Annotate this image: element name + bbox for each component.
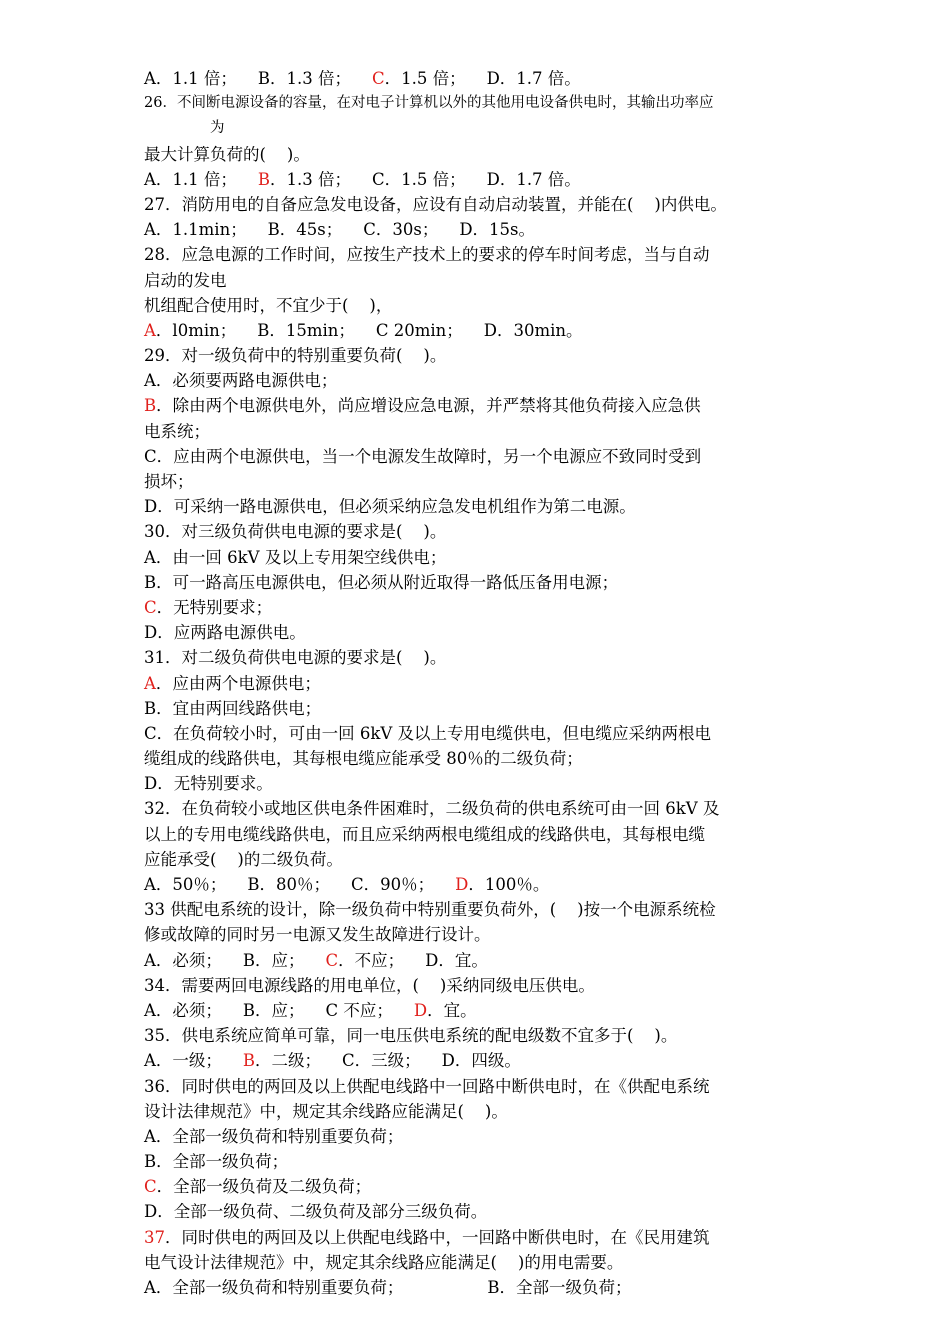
text-line bbox=[144, 771, 824, 796]
text-line bbox=[144, 293, 824, 318]
text-line bbox=[144, 822, 824, 847]
text-segment: ．应由两个电源供电； bbox=[155, 673, 321, 693]
text-segment: B．全部一级负荷； bbox=[144, 1152, 289, 1172]
text-line bbox=[144, 847, 824, 872]
text-segment: 33 供配电系统的设计，除一级负荷中特别重要负荷外，( )按一个电源系统检 bbox=[144, 900, 716, 920]
text-segment: ．同时供电的两回及以上供配电线路中，一回路中断供电时，在《民用建筑 bbox=[165, 1227, 710, 1247]
text-line bbox=[144, 1023, 824, 1048]
text-segment: ．宜。 bbox=[427, 1000, 477, 1020]
text-segment: 机组配合使用时，不宜少于( )， bbox=[144, 295, 393, 315]
text-line bbox=[144, 796, 824, 821]
text-segment: 32．在负荷较小或地区供电条件困难时，二级负荷的供电系统可由一回 6kV 及 bbox=[144, 799, 720, 819]
text-segment: B．可一路高压电源供电，但必须从附近取得一路低压备用电源； bbox=[144, 572, 619, 592]
text-line bbox=[144, 948, 824, 973]
text-line bbox=[144, 91, 824, 116]
text-line bbox=[144, 1174, 824, 1199]
text-line bbox=[144, 721, 824, 746]
text-segment: D．可采纳一路电源供电，但必须采纳应急发电机组作为第二电源。 bbox=[144, 497, 636, 517]
text-line bbox=[144, 167, 824, 192]
text-segment: C．在负荷较小时，可由一回 6kV 及以上专用电缆供电，但电缆应采纳两根电 bbox=[144, 723, 712, 743]
text-line bbox=[144, 545, 824, 570]
text-line bbox=[144, 343, 824, 368]
answer-marker: D bbox=[413, 1000, 428, 1020]
answer-marker: C bbox=[371, 69, 385, 88]
text-segment: 31．对二级负荷供电电源的要求是( )。 bbox=[144, 648, 447, 668]
text-line bbox=[144, 671, 824, 696]
text-line bbox=[144, 469, 824, 494]
text-segment: 为 bbox=[210, 120, 225, 137]
text-line bbox=[144, 368, 824, 393]
text-segment: D．应两路电源供电。 bbox=[144, 623, 306, 643]
text-line bbox=[144, 217, 824, 242]
text-segment: 27．消防用电的自备应急发电设备，应设有自动启动装置，并能在( )内供电。 bbox=[144, 194, 727, 214]
text-line bbox=[144, 1225, 824, 1250]
text-segment: ．1.5 倍； D．1.7 倍。 bbox=[384, 69, 581, 88]
text-line bbox=[144, 242, 824, 267]
text-segment: A．1.1min； B．45s； C．30s； D．15s。 bbox=[144, 220, 536, 240]
text-line bbox=[144, 620, 824, 645]
text-segment: A．1.1 倍； B．1.3 倍； bbox=[144, 69, 372, 88]
text-line bbox=[144, 1250, 824, 1275]
text-line bbox=[144, 268, 824, 293]
text-line bbox=[144, 66, 824, 91]
text-segment: C．应由两个电源供电，当一个电源发生故障时，另一个电源应不致同时受到 bbox=[144, 446, 702, 466]
text-segment: 损坏； bbox=[144, 472, 194, 491]
text-segment: A．必须； B．应； bbox=[144, 950, 326, 970]
text-segment: 35．供电系统应简单可靠，同一电压供电系统的配电级数不宜多于( )。 bbox=[144, 1026, 678, 1046]
text-segment: ．1.3 倍； C．1.5 倍； D．1.7 倍。 bbox=[270, 169, 581, 189]
answer-marker: B bbox=[144, 396, 157, 416]
text-segment: ．除由两个电源供电外，尚应增设应急电源，并严禁将其他负荷接入应急供 bbox=[156, 396, 701, 416]
text-segment: A．由一回 6kV 及以上专用架空线供电； bbox=[144, 547, 447, 567]
text-line bbox=[144, 1275, 824, 1300]
text-segment: 最大计算负荷的( )。 bbox=[144, 144, 310, 164]
text-segment: 36．同时供电的两回及以上供配电线路中一回路中断供电时，在《供配电系统 bbox=[144, 1076, 710, 1096]
text-line bbox=[144, 494, 824, 519]
document-body bbox=[144, 66, 824, 1300]
text-line bbox=[144, 922, 824, 947]
answer-marker: B bbox=[257, 169, 271, 189]
text-segment: 电系统； bbox=[144, 421, 210, 441]
text-segment: 29．对一级负荷中的特别重要负荷( )。 bbox=[144, 346, 447, 366]
text-line bbox=[144, 973, 824, 998]
text-segment: A．必须； B．应； C 不应； bbox=[144, 1000, 414, 1020]
text-line bbox=[144, 1048, 824, 1073]
text-segment: A．全部一级负荷和特别重要负荷； B．全部一级负荷； bbox=[144, 1278, 632, 1297]
text-segment: 26．不间断电源设备的容量，在对电子计算机以外的其他用电设备供电时，其输出功率应 bbox=[144, 95, 714, 112]
text-line bbox=[144, 444, 824, 469]
text-line bbox=[144, 872, 824, 897]
text-segment: ．无特别要求； bbox=[156, 597, 273, 617]
text-line bbox=[144, 570, 824, 595]
text-line bbox=[144, 897, 824, 922]
text-line bbox=[144, 998, 824, 1023]
text-line bbox=[144, 142, 824, 167]
answer-marker: D bbox=[455, 875, 469, 894]
answer-marker: C bbox=[144, 1177, 157, 1197]
text-segment: 修或故障的同时另一电源又发生故障进行设计。 bbox=[144, 925, 491, 945]
answer-marker: A bbox=[144, 320, 156, 340]
text-segment: A．全部一级负荷和特别重要负荷； bbox=[144, 1126, 404, 1146]
text-segment: 应能承受( )的二级负荷。 bbox=[144, 849, 343, 869]
text-segment: 以上的专用电缆线路供电，而且应采纳两根电缆组成的线路供电，其每根电缆 bbox=[144, 824, 705, 844]
text-line bbox=[144, 1074, 824, 1099]
text-segment: A．一级； bbox=[144, 1051, 243, 1071]
text-segment: 缆组成的线路供电，其每根电缆应能承受 80％的二级负荷； bbox=[144, 749, 583, 769]
text-line bbox=[144, 746, 824, 771]
text-line bbox=[144, 192, 824, 217]
text-segment: 设计法律规范》中，规定其余线路应能满足( )。 bbox=[144, 1101, 508, 1121]
text-segment: A．必须要两路电源供电； bbox=[144, 371, 338, 391]
answer-marker: B bbox=[242, 1051, 256, 1071]
text-segment: A．1.1 倍； bbox=[144, 169, 258, 189]
text-line bbox=[144, 595, 824, 620]
text-line bbox=[144, 519, 824, 544]
text-line bbox=[144, 419, 824, 444]
text-line bbox=[144, 1199, 824, 1224]
text-segment: A．50％； B．80％； C．90％； bbox=[144, 875, 456, 894]
text-line bbox=[144, 393, 824, 418]
text-segment: D．全部一级负荷、二级负荷及部分三级负荷。 bbox=[144, 1202, 488, 1222]
answer-marker: C bbox=[325, 950, 339, 970]
answer-marker: A bbox=[144, 673, 156, 693]
text-segment: 30．对三级负荷供电电源的要求是( )。 bbox=[144, 522, 447, 542]
text-segment: 28．应急电源的工作时间，应按生产技术上的要求的停车时间考虑，当与自动 bbox=[144, 245, 710, 265]
text-line bbox=[144, 116, 824, 141]
text-segment: B．宜由两回线路供电； bbox=[144, 698, 322, 718]
text-line bbox=[144, 318, 824, 343]
text-segment: D．无特别要求。 bbox=[144, 774, 273, 794]
answer-marker: 37 bbox=[144, 1227, 165, 1247]
text-line bbox=[144, 696, 824, 721]
text-line bbox=[144, 645, 824, 670]
text-segment: ．100％。 bbox=[468, 875, 550, 894]
answer-marker: C bbox=[144, 597, 157, 617]
text-segment: ．二级； C．三级； D．四级。 bbox=[255, 1051, 521, 1071]
text-segment: 电气设计法律规范》中，规定其余线路应能满足( )的用电需要。 bbox=[144, 1252, 624, 1272]
text-segment: ．不应； D．宜。 bbox=[338, 950, 488, 970]
text-line bbox=[144, 1099, 824, 1124]
text-segment: 34．需要两回电源线路的用电单位，( )采纳同级电压供电。 bbox=[144, 975, 595, 995]
text-segment: ．全部一级负荷及二级负荷； bbox=[156, 1177, 372, 1197]
text-segment: 启动的发电 bbox=[144, 270, 227, 290]
text-line bbox=[144, 1149, 824, 1174]
text-segment: ．l0min； B．15min； C 20min； D．30min。 bbox=[155, 320, 583, 340]
text-line bbox=[144, 1124, 824, 1149]
